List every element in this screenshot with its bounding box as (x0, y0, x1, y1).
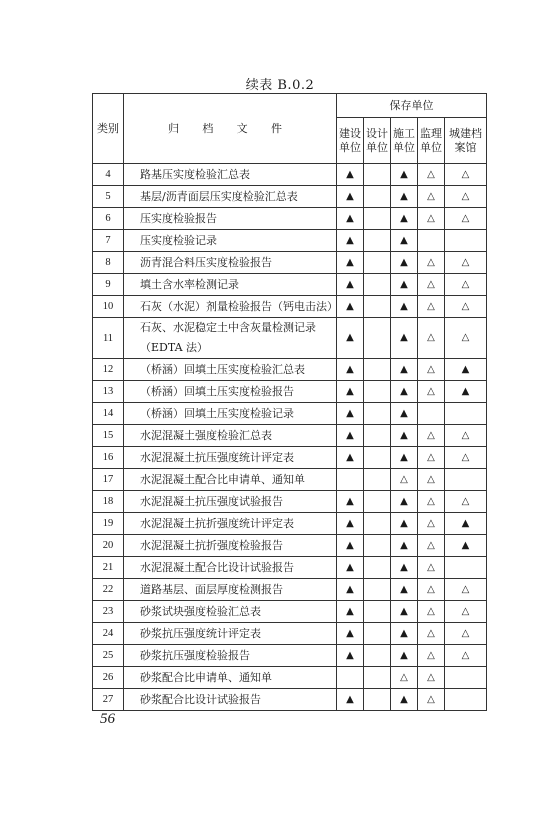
mark-construction (337, 469, 364, 491)
header-document: 归 档 文 件 (124, 94, 337, 164)
table-row (93, 186, 487, 208)
row-number: 8 (93, 252, 124, 274)
mark-design (364, 381, 391, 403)
mark-construction: ▲ (337, 296, 364, 318)
table-row (93, 513, 487, 535)
mark-supervision: △ (418, 689, 445, 711)
mark-builder: ▲ (391, 208, 418, 230)
table-row (93, 579, 487, 601)
mark-construction: ▲ (337, 252, 364, 274)
mark-supervision: △ (418, 425, 445, 447)
document-name: 砂浆试块强度检验汇总表 (124, 601, 337, 623)
mark-archive (445, 403, 487, 425)
row-number: 17 (93, 469, 124, 491)
mark-builder: ▲ (391, 359, 418, 381)
document-name: 砂浆配合比申请单、通知单 (124, 667, 337, 689)
mark-archive: ▲ (445, 381, 487, 403)
document-name: 水泥混凝土抗折强度统计评定表 (124, 513, 337, 535)
document-name: （桥涵）回填土压实度检验记录 (124, 403, 337, 425)
document-name: 压实度检验记录 (124, 230, 337, 252)
document-name: 沥青混合料压实度检验报告 (124, 252, 337, 274)
mark-supervision: △ (418, 579, 445, 601)
table-row (93, 557, 487, 579)
mark-supervision: △ (418, 513, 445, 535)
mark-construction: ▲ (337, 425, 364, 447)
document-name: 石灰、水泥稳定土中含灰量检测记录（EDTA 法） (124, 318, 337, 359)
mark-supervision: △ (418, 186, 445, 208)
mark-archive (445, 469, 487, 491)
table-row (93, 667, 487, 689)
document-name: 道路基层、面层厚度检测报告 (124, 579, 337, 601)
mark-archive: △ (445, 601, 487, 623)
mark-archive: △ (445, 425, 487, 447)
mark-construction: ▲ (337, 513, 364, 535)
table-row (93, 230, 487, 252)
document-name: 砂浆抗压强度统计评定表 (124, 623, 337, 645)
mark-construction: ▲ (337, 601, 364, 623)
mark-construction: ▲ (337, 447, 364, 469)
mark-design (364, 557, 391, 579)
mark-supervision: △ (418, 381, 445, 403)
table-row (93, 381, 487, 403)
row-number: 25 (93, 645, 124, 667)
mark-archive: △ (445, 491, 487, 513)
mark-construction: ▲ (337, 557, 364, 579)
row-number: 11 (93, 318, 124, 359)
header-unit-archive: 城建档 案馆 (445, 118, 487, 164)
header-keep-units: 保存单位 (337, 94, 487, 118)
mark-archive (445, 667, 487, 689)
mark-supervision (418, 403, 445, 425)
row-number: 20 (93, 535, 124, 557)
mark-design (364, 601, 391, 623)
table-row (93, 447, 487, 469)
table-row (93, 359, 487, 381)
mark-design (364, 230, 391, 252)
table-row (93, 645, 487, 667)
mark-supervision: △ (418, 274, 445, 296)
document-name: 水泥混凝土抗压强度试验报告 (124, 491, 337, 513)
mark-builder: ▲ (391, 689, 418, 711)
mark-supervision: △ (418, 208, 445, 230)
mark-design (364, 164, 391, 186)
mark-supervision: △ (418, 491, 445, 513)
mark-supervision: △ (418, 252, 445, 274)
mark-archive: △ (445, 579, 487, 601)
row-number: 12 (93, 359, 124, 381)
mark-construction: ▲ (337, 164, 364, 186)
mark-supervision: △ (418, 557, 445, 579)
mark-construction: ▲ (337, 623, 364, 645)
mark-builder: ▲ (391, 579, 418, 601)
mark-design (364, 535, 391, 557)
document-name: 砂浆配合比设计试验报告 (124, 689, 337, 711)
table-title: 续表 B.0.2 (245, 78, 315, 93)
mark-builder: ▲ (391, 230, 418, 252)
table-body (93, 164, 487, 711)
mark-design (364, 667, 391, 689)
table-row (93, 208, 487, 230)
mark-archive: ▲ (445, 359, 487, 381)
mark-archive (445, 689, 487, 711)
table-row (93, 601, 487, 623)
document-name: 填土含水率检测记录 (124, 274, 337, 296)
mark-archive (445, 557, 487, 579)
document-name: 路基压实度检验汇总表 (124, 164, 337, 186)
mark-design (364, 623, 391, 645)
archive-table (92, 93, 487, 711)
mark-archive: △ (445, 186, 487, 208)
row-number: 7 (93, 230, 124, 252)
page-number: 56 (100, 711, 115, 727)
row-number: 18 (93, 491, 124, 513)
mark-design (364, 318, 391, 359)
mark-construction: ▲ (337, 579, 364, 601)
mark-design (364, 645, 391, 667)
table-row (93, 274, 487, 296)
mark-archive: △ (445, 164, 487, 186)
mark-construction: ▲ (337, 689, 364, 711)
row-number: 6 (93, 208, 124, 230)
table-row (93, 252, 487, 274)
mark-construction: ▲ (337, 274, 364, 296)
mark-supervision: △ (418, 623, 445, 645)
mark-builder: △ (391, 469, 418, 491)
mark-design (364, 579, 391, 601)
mark-construction: ▲ (337, 381, 364, 403)
mark-construction (337, 667, 364, 689)
table-row (93, 164, 487, 186)
mark-supervision (418, 230, 445, 252)
mark-design (364, 274, 391, 296)
mark-builder: ▲ (391, 403, 418, 425)
mark-builder: ▲ (391, 513, 418, 535)
row-number: 22 (93, 579, 124, 601)
mark-construction: ▲ (337, 230, 364, 252)
mark-construction: ▲ (337, 359, 364, 381)
document-name: 水泥混凝土强度检验汇总表 (124, 425, 337, 447)
mark-design (364, 403, 391, 425)
row-number: 13 (93, 381, 124, 403)
mark-archive: △ (445, 623, 487, 645)
document-name: 基层/沥青面层压实度检验汇总表 (124, 186, 337, 208)
row-number: 9 (93, 274, 124, 296)
mark-builder: ▲ (391, 164, 418, 186)
mark-builder: ▲ (391, 425, 418, 447)
document-name: 砂浆抗压强度检验报告 (124, 645, 337, 667)
table-header (93, 94, 487, 164)
mark-design (364, 425, 391, 447)
mark-construction: ▲ (337, 186, 364, 208)
mark-design (364, 208, 391, 230)
mark-construction: ▲ (337, 491, 364, 513)
header-unit-supervision: 监理 单位 (418, 118, 445, 164)
row-number: 23 (93, 601, 124, 623)
mark-archive: △ (445, 296, 487, 318)
mark-construction: ▲ (337, 645, 364, 667)
mark-builder: ▲ (391, 601, 418, 623)
row-number: 24 (93, 623, 124, 645)
mark-archive: △ (445, 208, 487, 230)
table-row (93, 318, 487, 359)
mark-design (364, 252, 391, 274)
mark-design (364, 186, 391, 208)
document-name: 压实度检验报告 (124, 208, 337, 230)
row-number: 15 (93, 425, 124, 447)
mark-builder: ▲ (391, 645, 418, 667)
mark-archive: △ (445, 252, 487, 274)
mark-builder: ▲ (391, 491, 418, 513)
mark-archive: △ (445, 447, 487, 469)
row-number: 16 (93, 447, 124, 469)
mark-supervision: △ (418, 535, 445, 557)
document-name: 石灰（水泥）剂量检验报告（钙电击法） (124, 296, 337, 318)
document-name: 水泥混凝土抗折强度检验报告 (124, 535, 337, 557)
document-name: 水泥混凝土配合比申请单、通知单 (124, 469, 337, 491)
mark-design (364, 296, 391, 318)
table-row (93, 403, 487, 425)
mark-design (364, 359, 391, 381)
document-name: （桥涵）回填土压实度检验报告 (124, 381, 337, 403)
mark-builder: ▲ (391, 381, 418, 403)
mark-design (364, 469, 391, 491)
mark-builder: ▲ (391, 535, 418, 557)
mark-supervision: △ (418, 359, 445, 381)
header-unit-construction: 建设 单位 (337, 118, 364, 164)
row-number: 21 (93, 557, 124, 579)
mark-archive: △ (445, 274, 487, 296)
mark-builder: ▲ (391, 623, 418, 645)
mark-builder: ▲ (391, 186, 418, 208)
header-category: 类别 (93, 94, 124, 164)
table-row (93, 425, 487, 447)
mark-archive: △ (445, 645, 487, 667)
table-row (93, 623, 487, 645)
mark-design (364, 513, 391, 535)
table-row (93, 296, 487, 318)
mark-archive (445, 230, 487, 252)
table-row (93, 469, 487, 491)
row-number: 27 (93, 689, 124, 711)
mark-design (364, 491, 391, 513)
table-row (93, 689, 487, 711)
mark-design (364, 689, 391, 711)
mark-construction: ▲ (337, 318, 364, 359)
mark-design (364, 447, 391, 469)
mark-supervision: △ (418, 469, 445, 491)
row-number: 10 (93, 296, 124, 318)
row-number: 4 (93, 164, 124, 186)
mark-construction: ▲ (337, 535, 364, 557)
mark-supervision: △ (418, 318, 445, 359)
header-unit-builder: 施工 单位 (391, 118, 418, 164)
mark-supervision: △ (418, 296, 445, 318)
row-number: 26 (93, 667, 124, 689)
mark-supervision: △ (418, 667, 445, 689)
document-name: 水泥混凝土抗压强度统计评定表 (124, 447, 337, 469)
row-number: 5 (93, 186, 124, 208)
mark-builder: ▲ (391, 296, 418, 318)
row-number: 14 (93, 403, 124, 425)
mark-archive: △ (445, 318, 487, 359)
mark-construction: ▲ (337, 208, 364, 230)
document-name: 水泥混凝土配合比设计试验报告 (124, 557, 337, 579)
row-number: 19 (93, 513, 124, 535)
mark-supervision: △ (418, 164, 445, 186)
mark-supervision: △ (418, 447, 445, 469)
header-unit-design: 设计 单位 (364, 118, 391, 164)
table-row (93, 535, 487, 557)
mark-builder: ▲ (391, 318, 418, 359)
mark-archive: ▲ (445, 513, 487, 535)
mark-builder: ▲ (391, 252, 418, 274)
mark-construction: ▲ (337, 403, 364, 425)
mark-builder: ▲ (391, 557, 418, 579)
mark-builder: ▲ (391, 447, 418, 469)
mark-builder: ▲ (391, 274, 418, 296)
document-name: （桥涵）回填土压实度检验汇总表 (124, 359, 337, 381)
mark-supervision: △ (418, 645, 445, 667)
mark-builder: △ (391, 667, 418, 689)
mark-archive: ▲ (445, 535, 487, 557)
table-row (93, 491, 487, 513)
mark-supervision: △ (418, 601, 445, 623)
